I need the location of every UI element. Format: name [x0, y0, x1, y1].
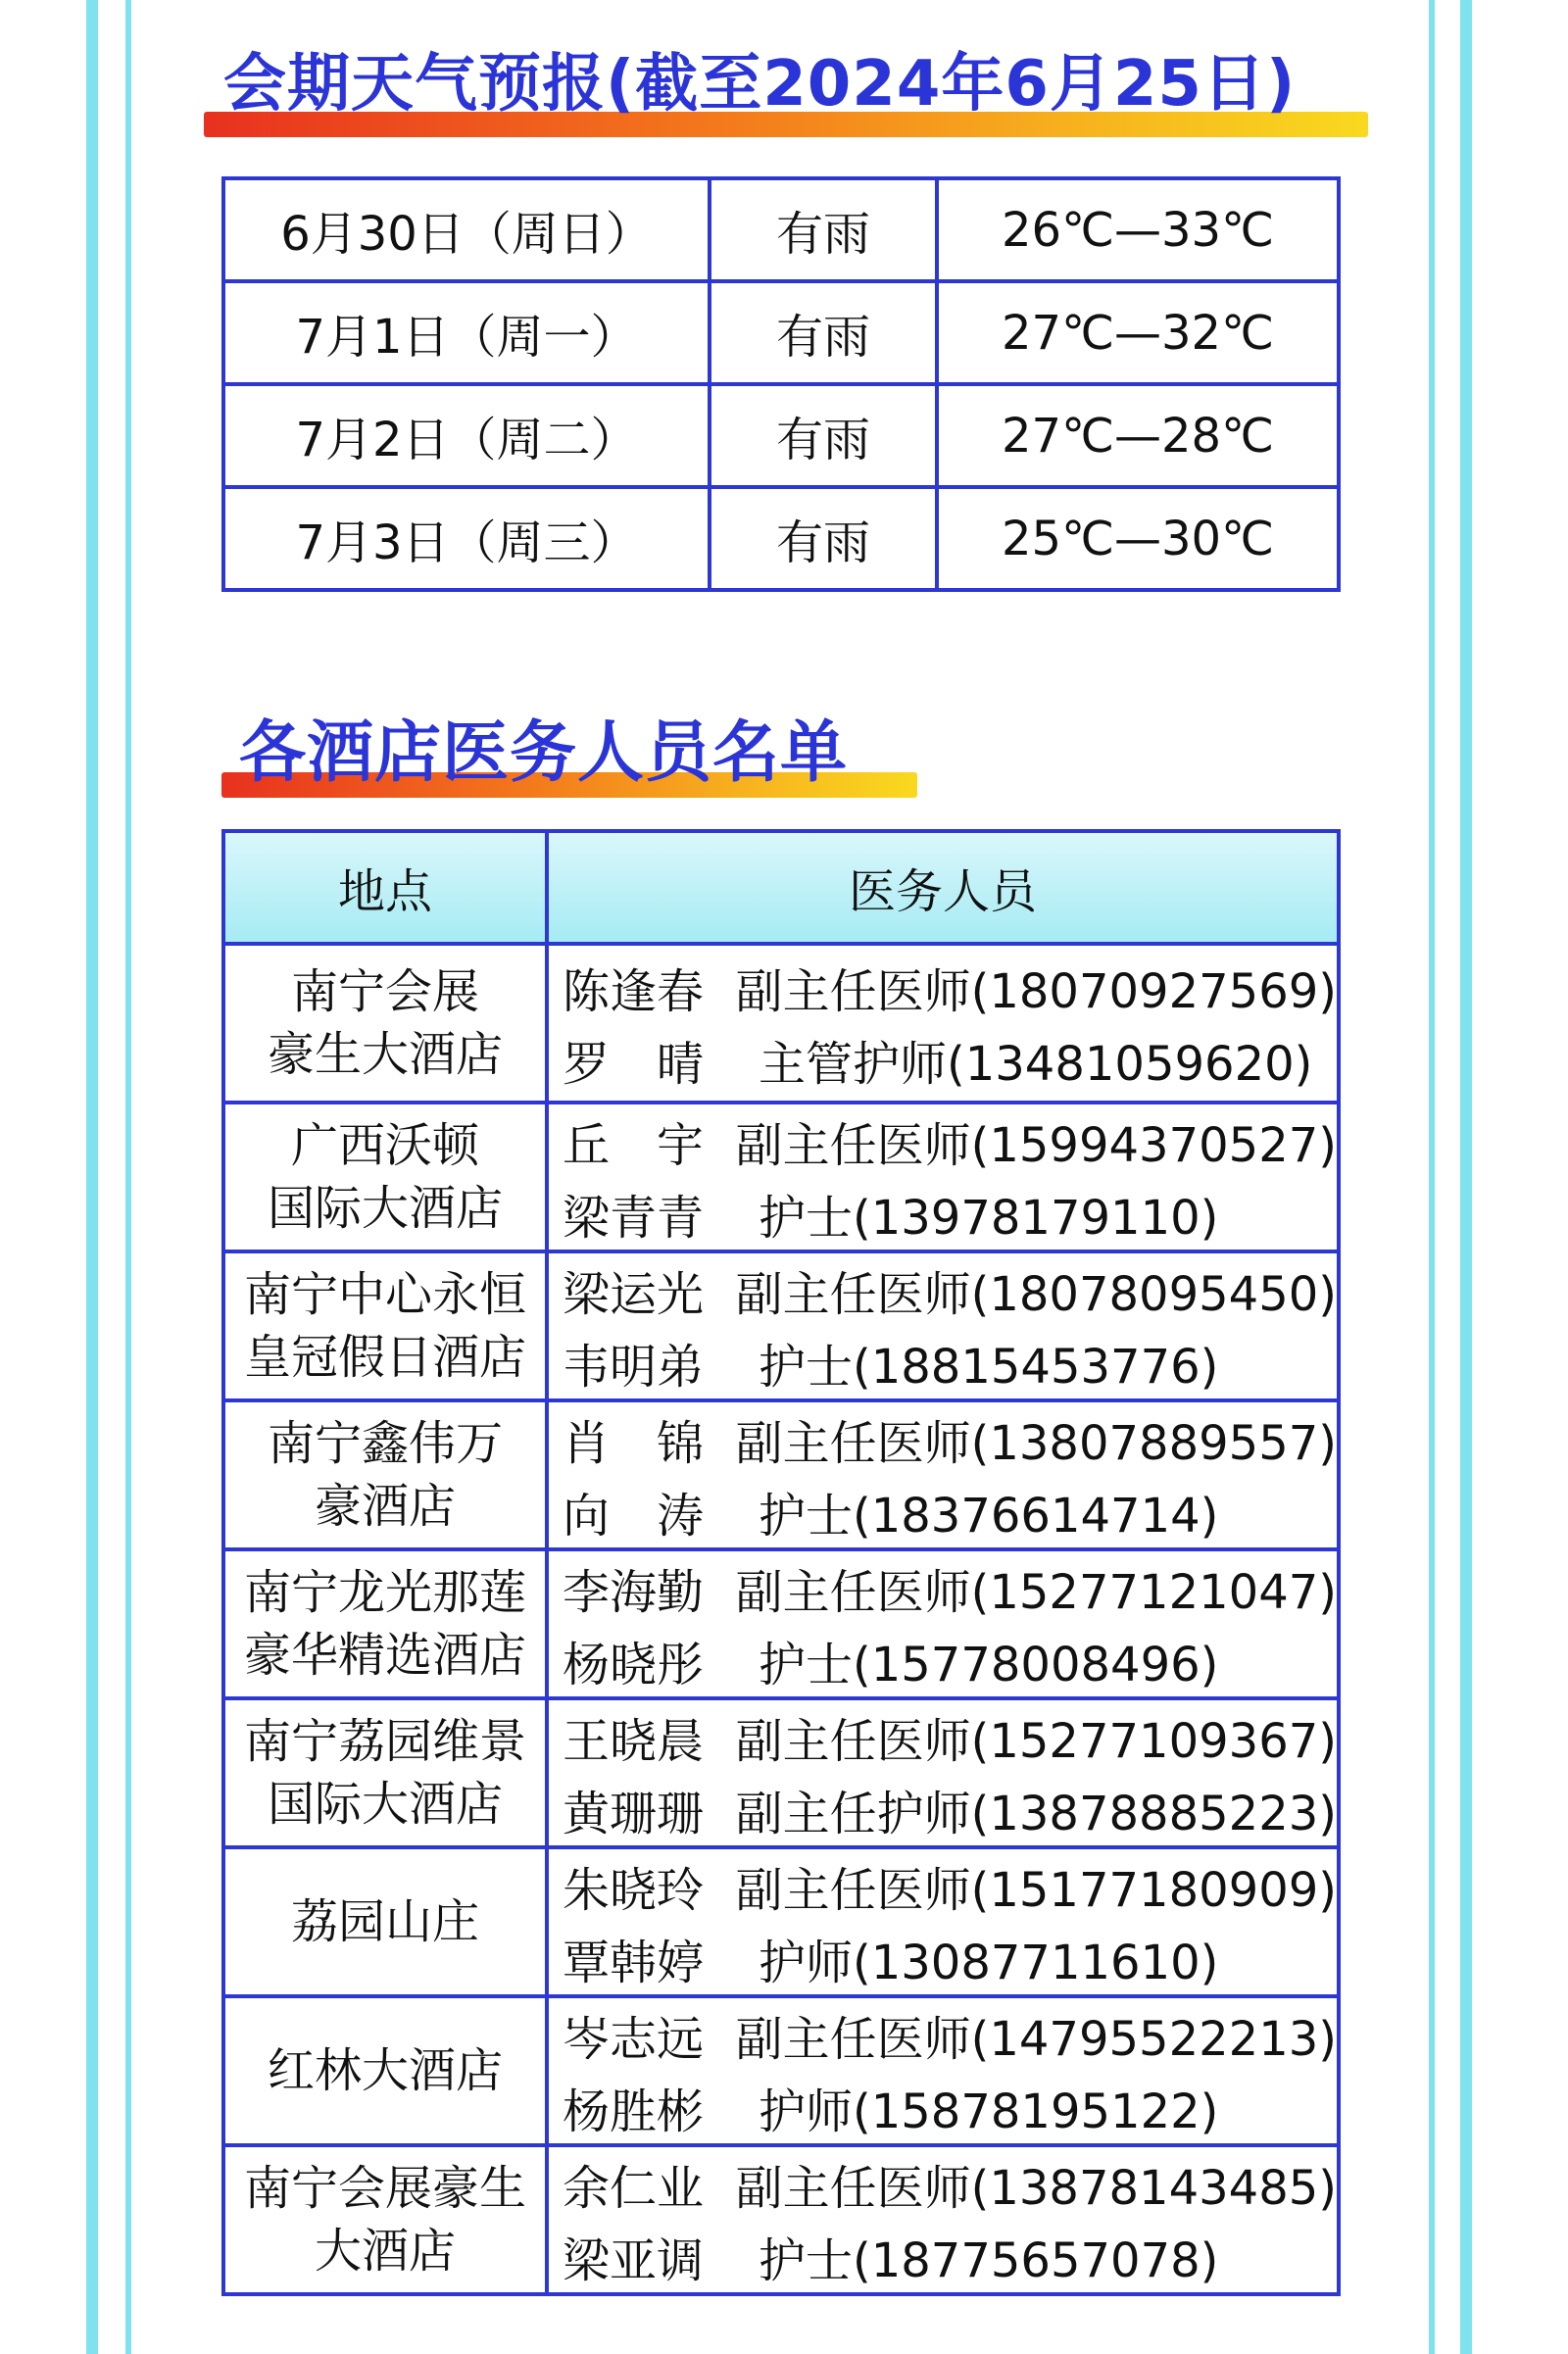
staff-role-phone: 护师(13087711610) [759, 1935, 1219, 1990]
staff-role-phone: 副主任医师(15177180909) [735, 1862, 1337, 1918]
weather-temp: 27℃—32℃ [937, 281, 1339, 384]
weather-date: 7月3日（周三） [223, 487, 710, 590]
hotel-name-line1: 南宁会展 [290, 964, 479, 1019]
staff-name: 梁运光 [563, 1266, 705, 1322]
staff-role-phone: 护士(18815453776) [759, 1339, 1219, 1395]
staff-row [223, 2145, 1339, 2294]
weather-table-body [223, 178, 1339, 590]
staff-role-phone: 主管护师(13481059620) [759, 1036, 1313, 1092]
weather-temp: 27℃—28℃ [937, 384, 1339, 487]
staff-role-phone: 护士(13978179110) [759, 1190, 1219, 1246]
staff-table-body [223, 944, 1339, 2294]
staff-cell [547, 1698, 1339, 1847]
staff-entry [563, 1849, 1337, 1922]
staff-role-phone: 副主任医师(18070927569) [735, 963, 1337, 1019]
hotel-location [223, 1103, 547, 1251]
staff-role-phone: 副主任医师(18078095450) [735, 1266, 1337, 1322]
hotel-location [223, 1996, 547, 2145]
weather-condition: 有雨 [710, 178, 937, 281]
staff-name: 梁青青 [563, 1190, 705, 1246]
staff-row [223, 1996, 1339, 2145]
staff-entry [563, 1773, 1337, 1845]
staff-role-phone: 副主任医师(13807889557) [735, 1415, 1337, 1471]
hotel-name-line1: 广西沃顿 [290, 1118, 479, 1173]
medical-staff-table [221, 829, 1341, 2296]
left-border-stripe-inner [125, 0, 131, 2354]
staff-name: 王晓晨 [563, 1713, 705, 1769]
weather-condition: 有雨 [710, 384, 937, 487]
staff-entry [563, 1475, 1337, 1547]
staff-cell [547, 1996, 1339, 2145]
medical-section-title [221, 696, 927, 813]
weather-date: 6月30日（周日） [223, 178, 710, 281]
staff-role-phone: 护士(18376614714) [759, 1488, 1219, 1544]
hotel-name-line2: 皇冠假日酒店 [243, 1330, 526, 1385]
staff-name: 陈逢春 [563, 963, 705, 1019]
weather-date: 7月2日（周二） [223, 384, 710, 487]
staff-cell [547, 944, 1339, 1103]
staff-entry [563, 1998, 1337, 2071]
hotel-location [223, 1549, 547, 1698]
staff-cell [547, 1400, 1339, 1549]
staff-name: 杨晓彤 [563, 1637, 705, 1692]
header-staff: 医务人员 [547, 831, 1339, 944]
staff-name: 肖 锦 [563, 1415, 705, 1471]
staff-row [223, 1103, 1339, 1251]
staff-name: 杨胜彬 [563, 2084, 705, 2139]
weather-date: 7月1日（周一） [223, 281, 710, 384]
weather-row [223, 487, 1339, 590]
staff-entry [563, 1700, 1337, 1773]
staff-entry [563, 1177, 1337, 1250]
staff-name: 覃韩婷 [563, 1935, 705, 1990]
staff-entry [563, 1624, 1337, 1696]
staff-row [223, 944, 1339, 1103]
hotel-name-line1: 南宁会展豪生 [243, 2161, 526, 2216]
staff-name: 黄珊珊 [563, 1786, 705, 1841]
hotel-location [223, 1847, 547, 1996]
hotel-name-line1: 南宁鑫伟万 [267, 1416, 503, 1471]
hotel-location [223, 1698, 547, 1847]
staff-role-phone: 护士(18775657078) [759, 2232, 1219, 2288]
weather-condition: 有雨 [710, 487, 937, 590]
hotel-location [223, 2145, 547, 2294]
staff-name: 韦明弟 [563, 1339, 705, 1395]
hotel-location [223, 1251, 547, 1400]
hotel-location [223, 944, 547, 1103]
staff-name: 罗 晴 [563, 1036, 705, 1092]
left-border-stripe-outer [86, 0, 98, 2354]
staff-row [223, 1698, 1339, 1847]
staff-entry [563, 951, 1337, 1023]
staff-role-phone: 副主任医师(15277121047) [735, 1564, 1337, 1620]
staff-role-phone: 副主任医师(15994370527) [735, 1117, 1337, 1173]
hotel-name-line2: 大酒店 [314, 2224, 456, 2279]
staff-name: 岑志远 [563, 2011, 705, 2067]
staff-role-phone: 护士(15778008496) [759, 1637, 1219, 1692]
hotel-name-line1: 荔园山庄 [290, 1894, 479, 1949]
staff-name: 余仁业 [563, 2160, 705, 2216]
weather-condition: 有雨 [710, 281, 937, 384]
staff-name: 李海勤 [563, 1564, 705, 1620]
weather-temp: 26℃—33℃ [937, 178, 1339, 281]
staff-name: 向 涛 [563, 1488, 705, 1544]
weather-temp: 25℃—30℃ [937, 487, 1339, 590]
staff-row [223, 1549, 1339, 1698]
staff-entry [563, 1253, 1337, 1326]
right-border-stripe-outer [1460, 0, 1472, 2354]
medical-title-text: 各酒店医务人员名单 [239, 714, 849, 792]
staff-entry [563, 1551, 1337, 1624]
staff-cell [547, 1549, 1339, 1698]
staff-name: 丘 宇 [563, 1117, 705, 1173]
hotel-name-line1: 红林大酒店 [267, 2043, 503, 2098]
staff-cell [547, 1847, 1339, 1996]
staff-cell [547, 1103, 1339, 1251]
hotel-name-line2: 国际大酒店 [267, 1181, 503, 1236]
hotel-name-line1: 南宁中心永恒 [243, 1267, 526, 1322]
hotel-name-line2: 豪华精选酒店 [243, 1628, 526, 1683]
staff-table-header-row [223, 831, 1339, 944]
staff-entry [563, 1104, 1337, 1177]
staff-entry [563, 1326, 1337, 1398]
staff-role-phone: 副主任护师(13878885223) [735, 1786, 1337, 1841]
staff-entry [563, 2220, 1337, 2292]
staff-name: 梁亚调 [563, 2232, 705, 2288]
hotel-name-line1: 南宁荔园维景 [243, 1714, 526, 1769]
weather-table [221, 176, 1341, 592]
staff-entry [563, 2071, 1337, 2143]
staff-role-phone: 副主任医师(14795522213) [735, 2011, 1337, 2067]
staff-row [223, 1847, 1339, 1996]
weather-section-title [204, 29, 1380, 147]
staff-row [223, 1400, 1339, 1549]
weather-row [223, 281, 1339, 384]
staff-role-phone: 副主任医师(15277109367) [735, 1713, 1337, 1769]
staff-entry [563, 2147, 1337, 2220]
staff-cell [547, 1251, 1339, 1400]
staff-role-phone: 护师(15878195122) [759, 2084, 1219, 2139]
hotel-name-line2: 国际大酒店 [267, 1777, 503, 1832]
weather-title-text: 会期天气预报(截至2024年6月25日) [223, 48, 1297, 121]
staff-name: 朱晓玲 [563, 1862, 705, 1918]
staff-row [223, 1251, 1339, 1400]
weather-row [223, 178, 1339, 281]
staff-entry [563, 1402, 1337, 1475]
staff-entry [563, 1922, 1337, 1994]
right-border-stripe-inner [1429, 0, 1435, 2354]
hotel-name-line2: 豪酒店 [314, 1479, 456, 1534]
hotel-location [223, 1400, 547, 1549]
weather-row [223, 384, 1339, 487]
hotel-name-line1: 南宁龙光那莲 [243, 1565, 526, 1620]
hotel-name-line2: 豪生大酒店 [267, 1027, 503, 1082]
header-location: 地点 [223, 831, 547, 944]
staff-entry [563, 1023, 1337, 1096]
staff-role-phone: 副主任医师(13878143485) [735, 2160, 1337, 2216]
staff-cell [547, 2145, 1339, 2294]
